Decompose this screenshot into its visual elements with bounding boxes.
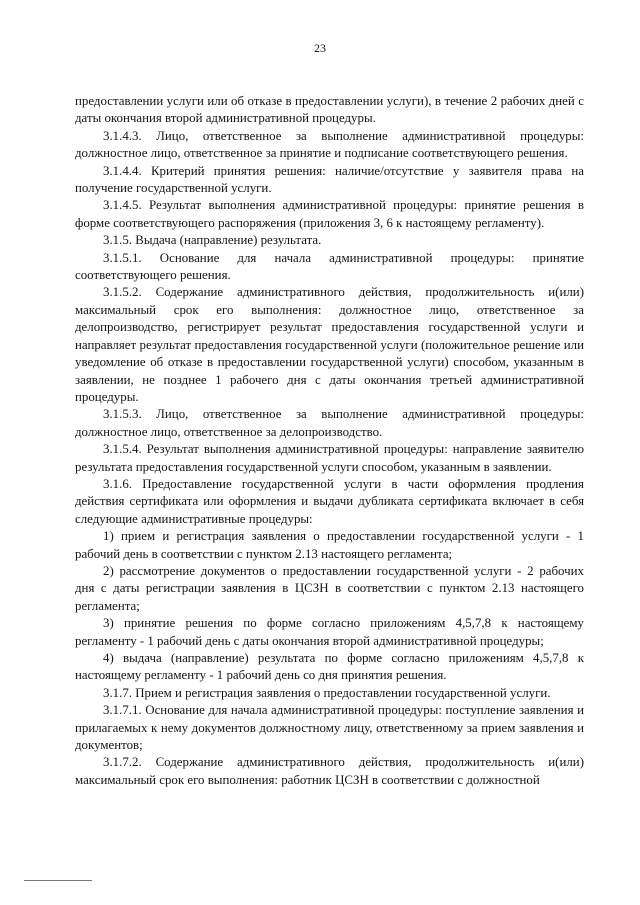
paragraph: 3.1.5.1. Основание для начала административной процедуры: принятие соответствующего решения. <box>75 250 584 283</box>
paragraph: предоставлении услуги или об отказе в предоставлении услуги), в течение 2 рабочих дней с даты окончания второй административной процедуры. <box>75 94 584 126</box>
paragraph: 3.1.7. Прием и регистрация заявления о предоставлении государственной услуги. <box>103 685 551 700</box>
paragraph: 3.1.4.4. Критерий принятия решения: наличие/отсутствие у заявителя права на получение государственной услуги. <box>75 163 584 196</box>
paragraph: 3.1.4.5. Результат выполнения административной процедуры: принятие решения в форме соответствующего распоряжения (приложения 3, 6 к настоящему регламенту). <box>75 198 584 230</box>
paragraph: 3.1.5.3. Лицо, ответственное за выполнение административной процедуры: должностное лицо, ответственное за делопроизводство. <box>75 407 584 439</box>
paragraph: 3.1.5. Выдача (направление) результата. <box>103 233 322 248</box>
paragraph: 1) прием и регистрация заявления о предоставлении государственной услуги - 1 рабочий день в соответствии с пунктом 2.13 настоящего регламента; <box>75 529 584 561</box>
paragraph: 3.1.6. Предоставление государственной услуги в части оформления продления действия сертификата или оформления и выдачи дубликата сертификата включает в себя следующие административные процедуры: <box>75 476 584 526</box>
paragraph: 3.1.5.4. Результат выполнения административной процедуры: направление заявителю результата предоставления государственной услуги способом, указанным в заявлении. <box>75 442 584 474</box>
paragraph: 2) рассмотрение документов о предоставлении государственной услуги - 2 рабочих дня с даты регистрации заявления в ЦСЗН в соответствии с пунктом 2.13 настоящего регламента; <box>75 563 584 613</box>
footnote-rule <box>24 880 92 881</box>
document-body <box>75 93 584 789</box>
paragraph: 3.1.5.2. Содержание административного действия, продолжительность и(или) максимальный срок его выполнения: должностное лицо, ответственное за делопроизводство, регистрирует результат предоставления государственной услуги и направляет результат предоставления государственной услуги (положительное решение или уведомление об отказе в предоставлении государственной услуги) способом, указанным в заявлении, не позднее 1 рабочего дня с даты окончания третьей административной процедуры. <box>75 285 584 404</box>
paragraph: 3.1.7.1. Основание для начала административной процедуры: поступление заявления и прилагаемых к нему документов должностному лицу, ответственному за прием заявления и документов; <box>75 703 584 753</box>
paragraph: 4) выдача (направление) результата по форме согласно приложениям 4,5,7,8 к настоящему регламенту - 1 рабочий день со дня принятия решения. <box>75 651 584 683</box>
paragraph: 3.1.4.3. Лицо, ответственное за выполнение административной процедуры: должностное лицо, ответственное за принятие и подписание соответствующего решения. <box>75 128 584 161</box>
paragraph: 3.1.7.2. Содержание административного действия, продолжительность и(или) максимальный срок его выполнения: работник ЦСЗН в соответствии с должностной <box>75 755 584 787</box>
page-number: 23 <box>314 41 326 55</box>
paragraph: 3) принятие решения по форме согласно приложениям 4,5,7,8 к настоящему регламенту - 1 рабочий день с даты окончания второй административной процедуры; <box>75 616 584 648</box>
